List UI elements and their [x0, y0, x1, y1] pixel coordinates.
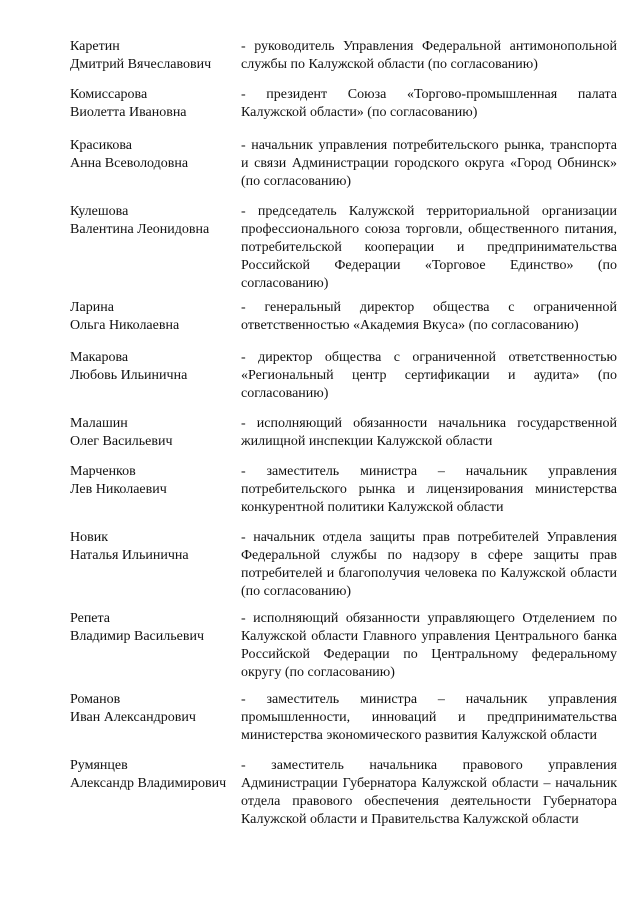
- member-surname: Репета: [70, 611, 111, 626]
- member-surname: Каретин: [70, 39, 120, 54]
- member-role: - заместитель министра – начальник управления промышленности, инноваций и предпринимательства министерства экономического развития Калужской области: [241, 692, 617, 743]
- member-given-names: Любовь Ильинична: [70, 368, 188, 383]
- member-given-names: Иван Александрович: [70, 710, 196, 725]
- member-surname: Романов: [70, 692, 121, 707]
- member-role: - начальник отдела защиты прав потребителей Управления Федеральной службы по надзору в сфере защиты прав потребителей и благополучия человека по Калужской области (по согласованию): [241, 530, 617, 599]
- member-given-names: Дмитрий Вячеславович: [70, 57, 212, 72]
- member-surname: Румянцев: [70, 758, 128, 773]
- member-role: - заместитель начальника правового управления Администрации Губернатора Калужской области – начальник отдела правового обеспечения деятельности Губернатора Калужской области и Правительства Калужской области: [241, 758, 617, 827]
- member-name: [70, 529, 235, 565]
- member-role: - исполняющий обязанности управляющего Отделением по Калужской области Главного управления Центрального банка Российской Федерации по Центральному федеральному округу (по согласованию): [241, 611, 617, 680]
- member-surname: Красикова: [70, 138, 132, 153]
- member-role: - генеральный директор общества с ограниченной ответственностью «Академия Вкуса» (по согласованию): [241, 300, 617, 333]
- member-name: [70, 137, 235, 173]
- member-surname: Малашин: [70, 416, 128, 431]
- member-surname: Ларина: [70, 300, 114, 315]
- member-name: [70, 299, 235, 335]
- member-name: [70, 691, 235, 727]
- member-role: - председатель Калужской территориальной организации профессионального союза торговли, общественного питания, потребительской кооперации и предпринимательства Российской Федерации «Торговое Единство» (по согласованию): [241, 204, 617, 291]
- member-name: [70, 349, 235, 385]
- member-given-names: Валентина Леонидовна: [70, 222, 210, 237]
- member-name: [70, 203, 235, 239]
- member-name: [70, 757, 235, 793]
- member-surname: Новик: [70, 530, 109, 545]
- member-given-names: Александр Владимирович: [70, 776, 227, 791]
- member-surname: Комиссарова: [70, 87, 148, 102]
- member-given-names: Олег Васильевич: [70, 434, 173, 449]
- member-role: - руководитель Управления Федеральной антимонопольной службы по Калужской области (по согласованию): [241, 39, 617, 72]
- member-role: - начальник управления потребительского рынка, транспорта и связи Администрации городского округа «Город Обнинск» (по согласованию): [241, 138, 617, 189]
- member-role: - заместитель министра – начальник управления потребительского рынка и лицензирования министерства конкурентной политики Калужской области: [241, 464, 617, 515]
- member-name: [70, 86, 235, 122]
- member-given-names: Наталья Ильинична: [70, 548, 189, 563]
- member-given-names: Виолетта Ивановна: [70, 105, 187, 120]
- member-given-names: Ольга Николаевна: [70, 318, 180, 333]
- member-name: [70, 463, 235, 499]
- member-name: [70, 610, 235, 646]
- member-role: - исполняющий обязанности начальника государственной жилищной инспекции Калужской области: [241, 416, 617, 449]
- member-role: - директор общества с ограниченной ответственностью «Региональный центр сертификации и аудита» (по согласованию): [241, 350, 617, 401]
- member-name: [70, 38, 235, 74]
- member-name: [70, 415, 235, 451]
- member-role: - президент Союза «Торгово-промышленная палата Калужской области» (по согласованию): [241, 87, 617, 120]
- member-given-names: Анна Всеволодовна: [70, 156, 189, 171]
- member-surname: Кулешова: [70, 204, 129, 219]
- member-given-names: Владимир Васильевич: [70, 629, 204, 644]
- member-surname: Марченков: [70, 464, 136, 479]
- member-given-names: Лев Николаевич: [70, 482, 167, 497]
- member-surname: Макарова: [70, 350, 129, 365]
